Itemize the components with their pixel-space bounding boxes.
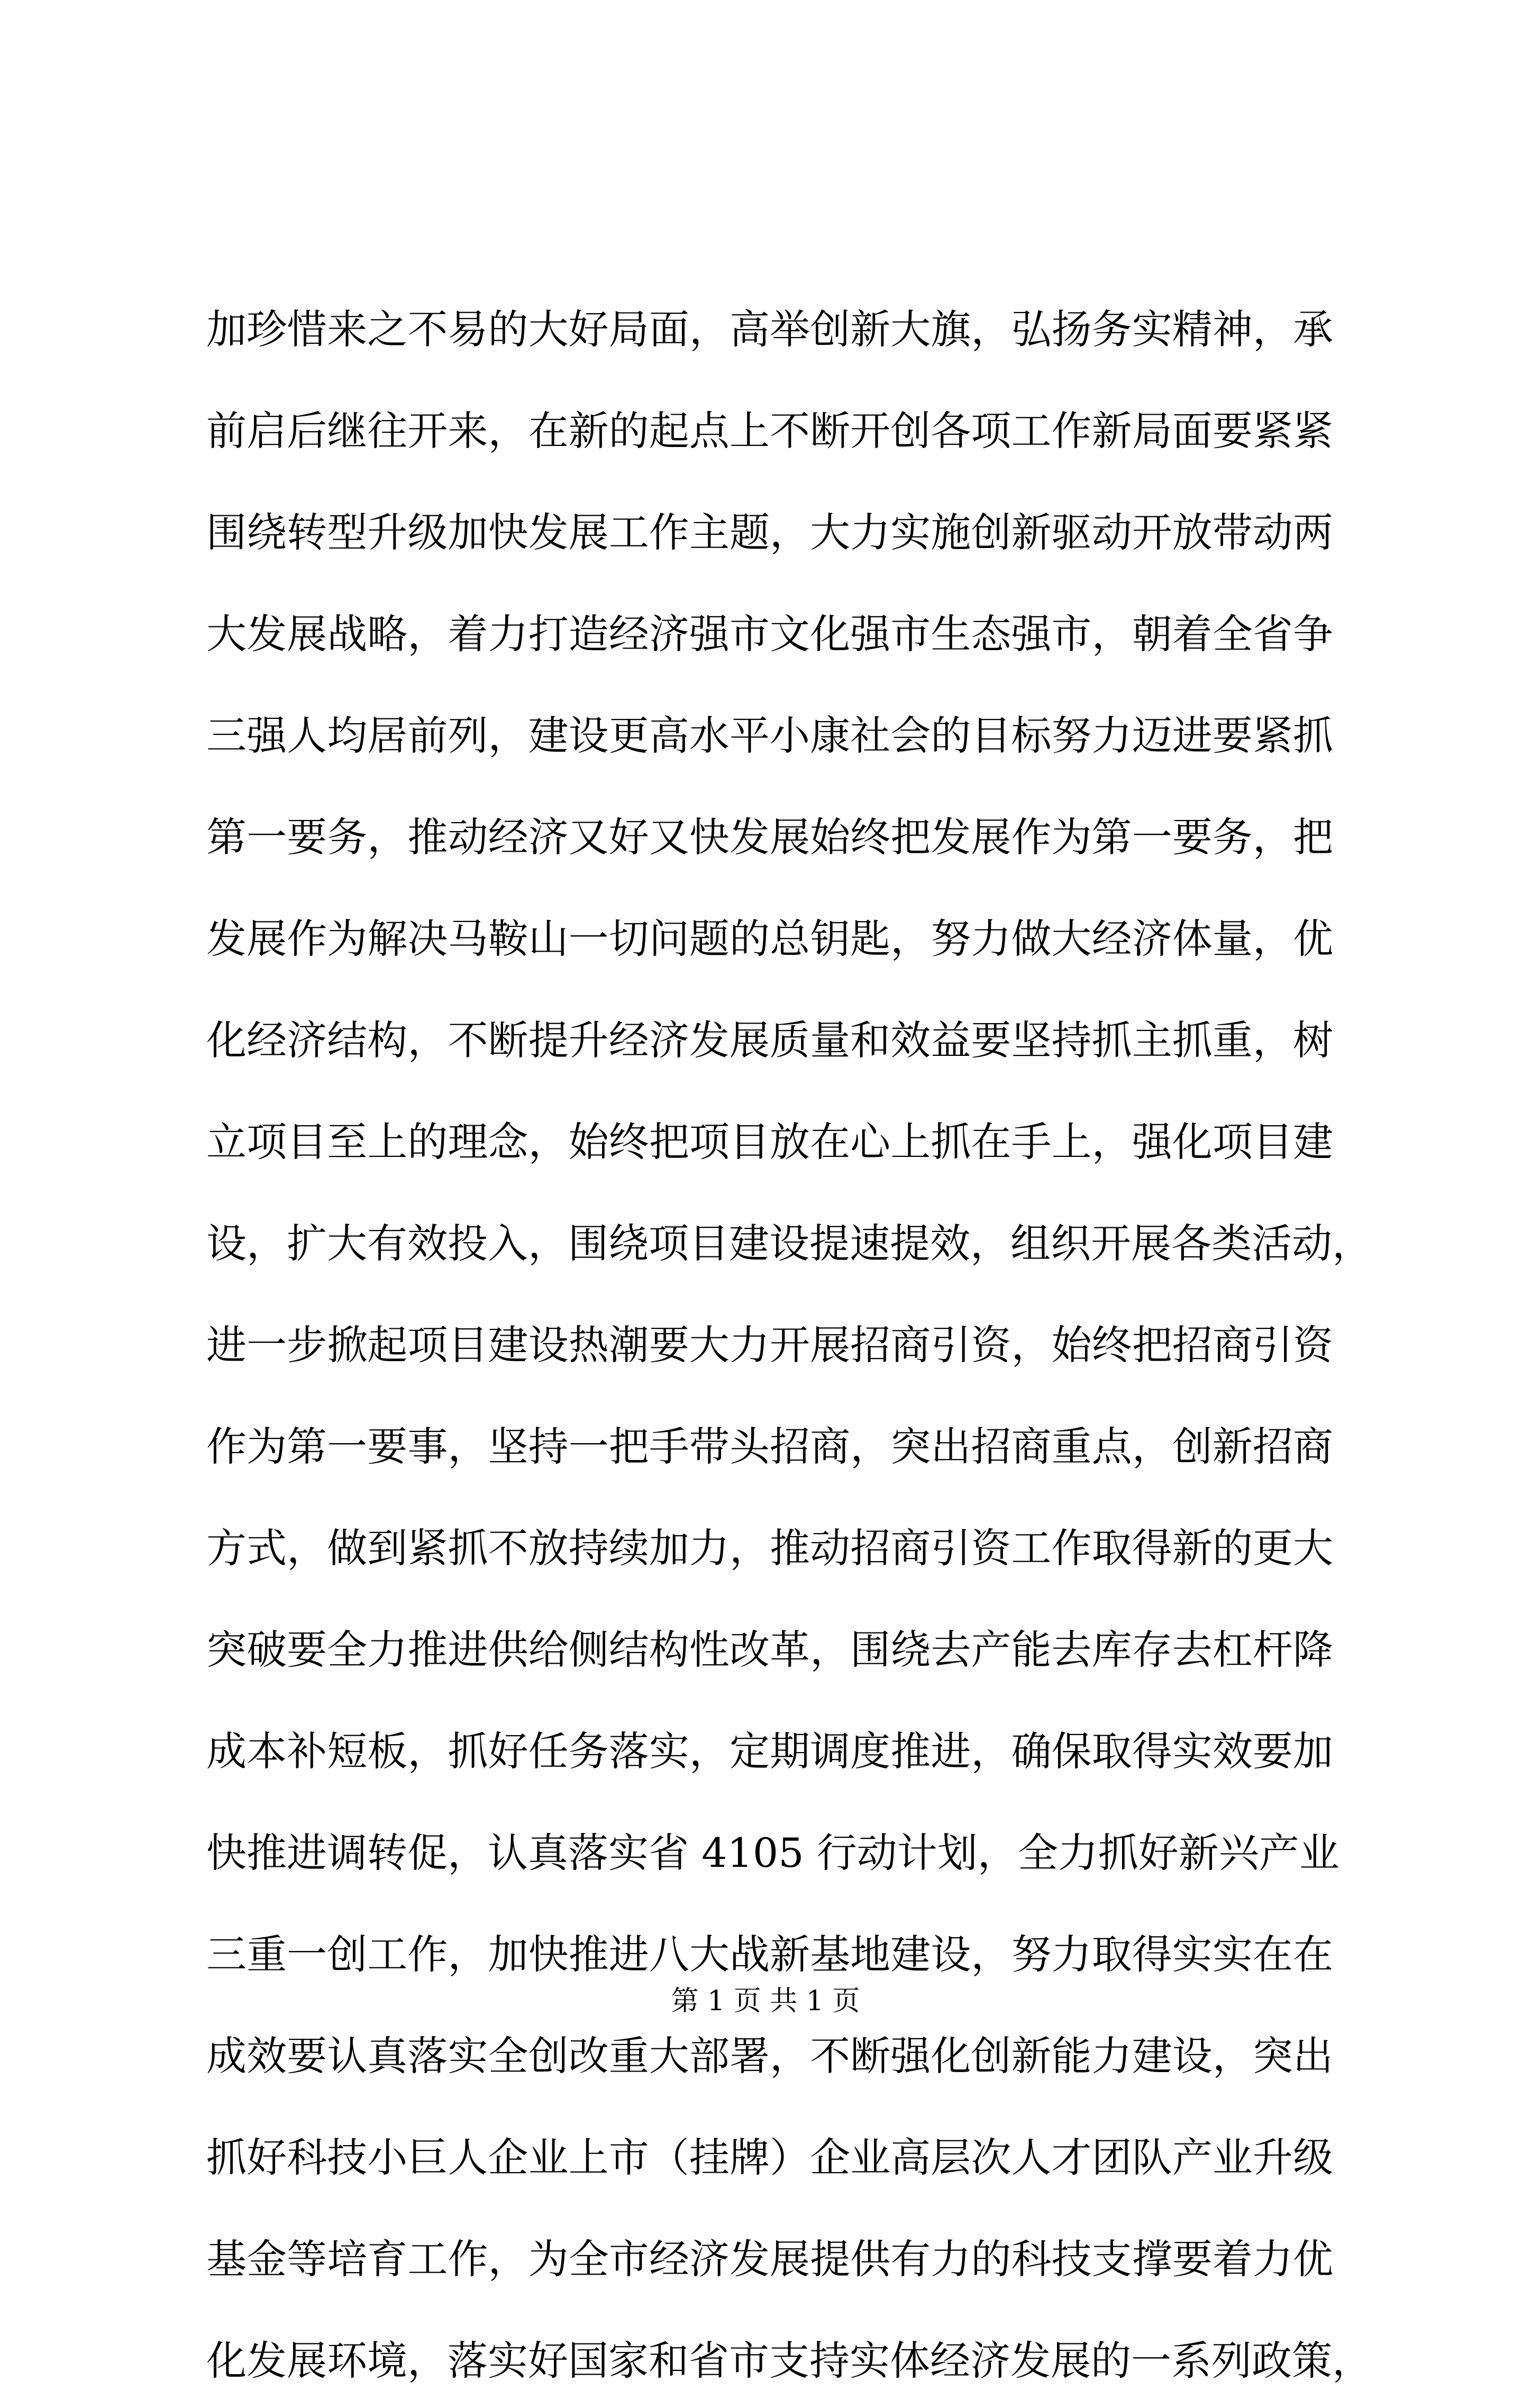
text-line: 快推进调转促，认真落实省 4105 行动计划，全力抓好新兴产业 bbox=[206, 1829, 1339, 1876]
body-text bbox=[206, 275, 1372, 2408]
text-line: 抓好科技小巨人企业上市（挂牌）企业高层次人才团队产业升级 bbox=[206, 2133, 1333, 2181]
text-line: 化经济结构，不断提升经济发展质量和效益要坚持抓主抓重，树 bbox=[206, 1016, 1333, 1064]
text-line: 第一要务，推动经济又好又快发展始终把发展作为第一要务，把 bbox=[206, 813, 1333, 861]
text-line: 前启后继往开来，在新的起点上不断开创各项工作新局面要紧紧 bbox=[206, 407, 1333, 454]
text-line: 发展作为解决马鞍山一切问题的总钥匙，努力做大经济体量，优 bbox=[206, 915, 1333, 962]
text-line: 围绕转型升级加快发展工作主题，大力实施创新驱动开放带动两 bbox=[206, 508, 1333, 556]
page-number-label: 第 1 页 共 1 页 bbox=[671, 1985, 860, 2017]
text-line: 三重一创工作，加快推进八大战新基地建设，努力取得实实在在 bbox=[206, 1930, 1333, 1978]
text-line: 加珍惜来之不易的大好局面，高举创新大旗，弘扬务实精神，承 bbox=[206, 305, 1333, 353]
text-line: 成本补短板，抓好任务落实，定期调度推进，确保取得实效要加 bbox=[206, 1727, 1333, 1775]
text-line: 基金等培育工作，为全市经济发展提供有力的科技支撑要着力优 bbox=[206, 2235, 1333, 2283]
page-number-footer bbox=[0, 1978, 1531, 2018]
text-line: 成效要认真落实全创改重大部署，不断强化创新能力建设，突出 bbox=[206, 2032, 1333, 2079]
text-line: 作为第一要事，坚持一把手带头招商，突出招商重点，创新招商 bbox=[206, 1422, 1333, 1470]
text-line: 立项目至上的理念，始终把项目放在心上抓在手上，强化项目建 bbox=[206, 1118, 1333, 1165]
text-line: 方式，做到紧抓不放持续加力，推动招商引资工作取得新的更大 bbox=[206, 1524, 1333, 1572]
text-line: 进一步掀起项目建设热潮要大力开展招商引资，始终把招商引资 bbox=[206, 1321, 1333, 1369]
text-line: 化发展环境，落实好国家和省市支持实体经济发展的一系列政策， bbox=[206, 2337, 1372, 2384]
text-line: 突破要全力推进供给侧结构性改革，围绕去产能去库存去杠杆降 bbox=[206, 1626, 1333, 1673]
text-line: 三强人均居前列，建设更高水平小康社会的目标努力迈进要紧抓 bbox=[206, 712, 1333, 759]
text-line: 大发展战略，着力打造经济强市文化强市生态强市，朝着全省争 bbox=[206, 610, 1333, 658]
text-line: 设，扩大有效投入，围绕项目建设提速提效，组织开展各类活动， bbox=[206, 1219, 1372, 1267]
